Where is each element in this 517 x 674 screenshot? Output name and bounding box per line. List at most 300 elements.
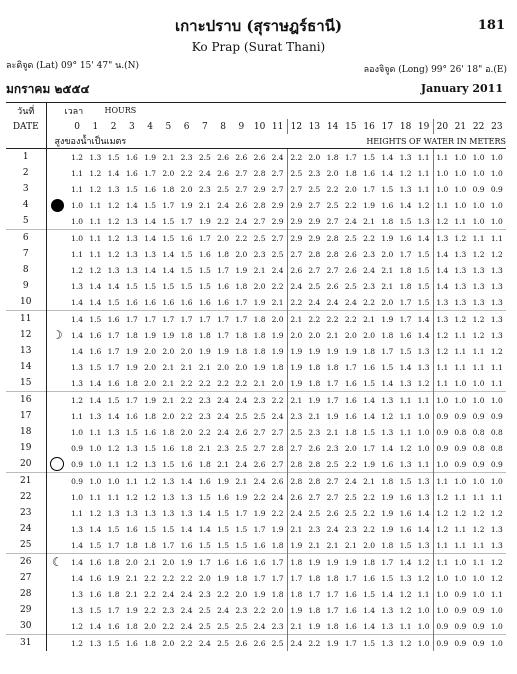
tide-height-cell: 1.7 bbox=[107, 346, 120, 356]
tide-height-cell: 1.3 bbox=[490, 297, 503, 307]
tide-row bbox=[6, 537, 506, 554]
tide-height-cell: 1.2 bbox=[125, 492, 138, 502]
tide-height-cell: 2.1 bbox=[287, 311, 305, 328]
tide-height-cell: 2.0 bbox=[381, 249, 394, 259]
tide-height-cell: 1.1 bbox=[490, 492, 503, 502]
day-number: 1 bbox=[6, 149, 46, 166]
tide-height-cell: 1.1 bbox=[454, 346, 467, 356]
tide-height-cell: 1.8 bbox=[125, 621, 138, 631]
tide-height-cell: 1.7 bbox=[269, 554, 287, 571]
tide-height-cell: 1.3 bbox=[86, 635, 104, 652]
tide-row bbox=[6, 311, 506, 328]
tide-height-cell: 2.4 bbox=[251, 473, 269, 490]
tide-height-cell: 2.0 bbox=[271, 378, 284, 388]
hour-header: 12 bbox=[287, 119, 305, 134]
tide-height-cell: 1.6 bbox=[144, 184, 157, 194]
tide-height-cell: 2.1 bbox=[232, 473, 250, 490]
hour-header: 1 bbox=[92, 121, 99, 132]
tide-height-cell: 1.0 bbox=[490, 216, 503, 226]
tide-height-cell: 1.6 bbox=[125, 168, 138, 178]
tide-height-cell: 2.7 bbox=[253, 443, 266, 453]
tide-height-cell: 1.4 bbox=[381, 378, 394, 388]
tide-height-cell: 2.0 bbox=[162, 168, 175, 178]
moon-phase-cell bbox=[46, 311, 68, 328]
tide-height-cell: 1.1 bbox=[397, 392, 415, 409]
tide-height-cell: 2.6 bbox=[253, 152, 266, 162]
tide-height-cell: 1.3 bbox=[89, 152, 102, 162]
tide-height-cell: 1.8 bbox=[235, 330, 248, 340]
tide-height-cell: 1.2 bbox=[490, 508, 503, 518]
tide-height-cell: 1.0 bbox=[488, 392, 506, 409]
tide-height-cell: 2.2 bbox=[198, 378, 211, 388]
tide-height-cell: 1.8 bbox=[399, 281, 412, 291]
tide-height-cell: 1.5 bbox=[399, 216, 412, 226]
tide-height-cell: 2.0 bbox=[162, 411, 175, 421]
tide-height-cell: 1.2 bbox=[381, 411, 394, 421]
tide-row bbox=[6, 505, 506, 521]
day-number: 19 bbox=[6, 440, 46, 456]
tide-height-cell: 2.0 bbox=[287, 327, 305, 343]
tide-height-cell: 2.9 bbox=[271, 216, 284, 226]
tide-height-cell: 1.8 bbox=[381, 216, 394, 226]
tide-height-cell: 2.0 bbox=[269, 311, 287, 328]
tide-height-cell: 2.7 bbox=[308, 492, 321, 502]
day-number: 10 bbox=[6, 294, 46, 311]
tide-height-cell: 1.5 bbox=[180, 265, 193, 275]
moon-phase-cell bbox=[46, 278, 68, 294]
tide-height-cell: 2.7 bbox=[235, 184, 248, 194]
tide-height-cell: 1.4 bbox=[71, 346, 84, 356]
tide-height-cell: 1.3 bbox=[71, 378, 84, 388]
tide-height-cell: 1.3 bbox=[399, 152, 412, 162]
tide-height-cell: 1.8 bbox=[253, 346, 266, 356]
tide-row bbox=[6, 586, 506, 602]
tide-height-cell: 2.7 bbox=[287, 440, 305, 456]
tide-height-cell: 1.3 bbox=[399, 573, 412, 583]
tide-height-cell: 0.9 bbox=[71, 459, 84, 469]
tide-height-cell: 1.0 bbox=[417, 605, 430, 615]
tide-height-cell: 2.3 bbox=[198, 589, 211, 599]
tide-height-cell: 1.4 bbox=[381, 168, 394, 178]
tide-height-cell: 1.0 bbox=[417, 411, 430, 421]
tide-height-cell: 1.8 bbox=[105, 554, 123, 571]
tide-height-cell: 1.3 bbox=[71, 605, 84, 615]
tide-height-cell: 1.6 bbox=[144, 427, 157, 437]
tide-height-cell: 2.7 bbox=[326, 492, 339, 502]
tide-height-cell: 2.5 bbox=[214, 635, 232, 652]
day-number: 15 bbox=[6, 375, 46, 392]
day-number: 16 bbox=[6, 392, 46, 409]
tide-height-cell: 2.4 bbox=[214, 392, 232, 409]
tide-height-cell: 1.9 bbox=[381, 524, 394, 534]
tide-height-cell: 1.3 bbox=[454, 249, 467, 259]
hour-header: 20 bbox=[433, 119, 451, 134]
tide-height-cell: 2.5 bbox=[271, 249, 284, 259]
tide-height-cell: 1.2 bbox=[488, 554, 506, 571]
tide-height-cell: 2.4 bbox=[326, 297, 339, 307]
tide-height-cell: 2.3 bbox=[198, 184, 211, 194]
tide-height-cell: 1.2 bbox=[490, 249, 503, 259]
moon-phase-cell bbox=[46, 489, 68, 505]
tide-height-cell: 1.0 bbox=[490, 621, 503, 631]
tide-height-cell: 1.0 bbox=[472, 573, 485, 583]
tide-row bbox=[6, 408, 506, 424]
tide-height-cell: 1.1 bbox=[417, 184, 430, 194]
tide-height-cell: 1.6 bbox=[251, 554, 269, 571]
tide-height-cell: 1.2 bbox=[454, 508, 467, 518]
tide-height-cell: 1.2 bbox=[89, 265, 102, 275]
tide-height-cell: 2.0 bbox=[180, 346, 193, 356]
tide-height-cell: 1.4 bbox=[399, 362, 412, 372]
tide-height-cell: 1.9 bbox=[271, 524, 284, 534]
tide-height-cell: 2.9 bbox=[287, 197, 305, 213]
tide-height-cell: 1.9 bbox=[178, 554, 196, 571]
tide-height-cell: 1.5 bbox=[89, 540, 102, 550]
tide-height-cell: 1.2 bbox=[417, 200, 430, 210]
tide-height-cell: 1.1 bbox=[454, 216, 467, 226]
tide-height-cell: 1.6 bbox=[217, 492, 230, 502]
tide-height-cell: 2.4 bbox=[344, 216, 357, 226]
tide-height-cell: 1.4 bbox=[381, 152, 394, 162]
tide-height-cell: 1.3 bbox=[381, 621, 394, 631]
tide-height-cell: 1.0 bbox=[89, 459, 102, 469]
tide-height-cell: 2.2 bbox=[344, 200, 357, 210]
tide-height-cell: 1.4 bbox=[86, 392, 104, 409]
tide-height-cell: 1.3 bbox=[71, 362, 84, 372]
tide-row bbox=[6, 181, 506, 197]
tide-height-cell: 2.2 bbox=[324, 311, 342, 328]
tide-height-cell: 1.1 bbox=[417, 168, 430, 178]
tide-height-cell: 1.2 bbox=[107, 249, 120, 259]
tide-height-cell: 1.9 bbox=[363, 200, 376, 210]
tide-height-cell: 1.0 bbox=[472, 216, 485, 226]
tide-height-cell: 1.3 bbox=[490, 524, 503, 534]
tide-row bbox=[6, 618, 506, 635]
tide-height-cell: 1.1 bbox=[86, 230, 104, 247]
tide-height-cell: 1.1 bbox=[454, 540, 467, 550]
tide-height-cell: 1.6 bbox=[344, 621, 357, 631]
tide-row bbox=[6, 424, 506, 440]
tide-height-cell: 1.9 bbox=[287, 602, 305, 618]
tide-height-cell: 1.7 bbox=[162, 200, 175, 210]
tide-height-cell: 1.1 bbox=[472, 346, 485, 356]
tide-height-cell: 1.3 bbox=[490, 281, 503, 291]
tide-height-cell: 1.1 bbox=[433, 473, 451, 490]
tide-height-cell: 1.4 bbox=[363, 621, 376, 631]
tide-height-cell: 1.2 bbox=[89, 508, 102, 518]
tide-height-cell: 1.3 bbox=[144, 508, 157, 518]
tide-height-cell: 1.6 bbox=[399, 508, 412, 518]
tide-height-cell: 1.8 bbox=[217, 249, 230, 259]
tide-height-cell: 1.1 bbox=[490, 378, 503, 388]
tide-height-cell: 1.5 bbox=[235, 524, 248, 534]
tide-height-cell: 1.9 bbox=[363, 459, 376, 469]
tide-height-cell: 2.8 bbox=[253, 200, 266, 210]
tide-height-cell: 1.9 bbox=[125, 605, 138, 615]
tide-height-cell: 1.0 bbox=[472, 168, 485, 178]
tide-height-cell: 1.3 bbox=[417, 540, 430, 550]
hour-header: 18 bbox=[399, 121, 412, 132]
tide-height-cell: 1.3 bbox=[107, 508, 120, 518]
tide-height-cell: 2.4 bbox=[232, 392, 250, 409]
tide-height-cell: 1.3 bbox=[399, 378, 412, 388]
tide-height-cell: 2.4 bbox=[363, 265, 376, 275]
tide-height-cell: 1.4 bbox=[417, 330, 430, 340]
tide-height-cell: 1.0 bbox=[433, 456, 451, 473]
tide-height-cell: 2.1 bbox=[381, 265, 394, 275]
tide-row bbox=[6, 392, 506, 409]
tide-height-cell: 1.2 bbox=[71, 265, 84, 275]
tide-height-cell: 1.7 bbox=[217, 330, 230, 340]
tide-height-cell: 1.8 bbox=[308, 573, 321, 583]
tide-row bbox=[6, 521, 506, 537]
tide-height-cell: 1.9 bbox=[235, 492, 248, 502]
tide-height-cell: 1.9 bbox=[342, 554, 360, 571]
day-number: 30 bbox=[6, 618, 46, 635]
tide-height-cell: 1.7 bbox=[123, 311, 141, 328]
header-row-heights bbox=[6, 134, 506, 149]
hour-header: 21 bbox=[454, 121, 467, 132]
tide-height-cell: 1.3 bbox=[378, 635, 396, 652]
tide-height-cell: 1.1 bbox=[488, 230, 506, 247]
tide-height-cell: 1.0 bbox=[472, 200, 485, 210]
tide-height-cell: 1.8 bbox=[251, 311, 269, 328]
tide-height-cell: 1.4 bbox=[89, 621, 102, 631]
tide-height-cell: 1.3 bbox=[488, 311, 506, 328]
tide-height-cell: 1.8 bbox=[235, 346, 248, 356]
tide-height-cell: 1.5 bbox=[144, 200, 157, 210]
tide-height-cell: 1.0 bbox=[454, 200, 467, 210]
tide-height-cell: 1.9 bbox=[308, 346, 321, 356]
tide-height-cell: 2.1 bbox=[217, 459, 230, 469]
hour-header: 17 bbox=[381, 121, 394, 132]
tide-height-cell: 1.9 bbox=[271, 346, 284, 356]
day-number: 9 bbox=[6, 278, 46, 294]
tide-height-cell: 0.9 bbox=[454, 605, 467, 615]
tide-height-cell: 1.0 bbox=[433, 602, 451, 618]
tide-height-cell: 1.4 bbox=[178, 473, 196, 490]
heights-english-label: HEIGHTS OF WATER IN METERS bbox=[178, 134, 507, 149]
tide-height-cell: 1.0 bbox=[71, 427, 84, 437]
tide-height-cell: 1.7 bbox=[363, 443, 376, 453]
tide-height-cell: 2.4 bbox=[253, 621, 266, 631]
header-row-time bbox=[6, 103, 506, 120]
tide-height-cell: 1.0 bbox=[488, 473, 506, 490]
hour-header: 6 bbox=[183, 121, 190, 132]
tide-height-cell: 1.2 bbox=[107, 443, 120, 453]
tide-height-cell: 2.0 bbox=[159, 554, 177, 571]
tide-height-cell: 2.0 bbox=[144, 346, 157, 356]
tide-height-cell: 1.3 bbox=[490, 540, 503, 550]
tide-height-cell: 1.6 bbox=[107, 378, 120, 388]
tide-height-cell: 1.8 bbox=[253, 330, 266, 340]
tide-height-cell: 2.2 bbox=[235, 378, 248, 388]
tide-height-cell: 1.1 bbox=[417, 459, 430, 469]
month-thai-label: มกราคม ๒๕๕๔ bbox=[6, 82, 90, 96]
tide-height-cell: 1.0 bbox=[490, 152, 503, 162]
day-number: 31 bbox=[6, 635, 46, 652]
tide-height-cell: 2.0 bbox=[162, 346, 175, 356]
tide-height-cell: 1.0 bbox=[433, 181, 451, 197]
tide-height-cell: 1.5 bbox=[105, 635, 123, 652]
tide-height-cell: 2.7 bbox=[269, 230, 287, 247]
tide-height-cell: 1.9 bbox=[324, 635, 342, 652]
tide-height-cell: 1.6 bbox=[217, 281, 230, 291]
tide-height-cell: 1.6 bbox=[125, 152, 138, 162]
moon-phase-cell bbox=[46, 570, 68, 586]
tide-height-cell: 1.6 bbox=[363, 362, 376, 372]
hour-header: 22 bbox=[472, 121, 485, 132]
tide-height-cell: 2.1 bbox=[326, 330, 339, 340]
tide-height-cell: 1.0 bbox=[417, 443, 430, 453]
tide-height-cell: 1.0 bbox=[472, 152, 485, 162]
tide-height-cell: 1.4 bbox=[417, 508, 430, 518]
tide-height-cell: 1.3 bbox=[417, 216, 430, 226]
day-number: 23 bbox=[6, 505, 46, 521]
tide-height-cell: 1.1 bbox=[89, 216, 102, 226]
hour-header: 3 bbox=[129, 121, 135, 132]
tide-height-cell: 1.6 bbox=[162, 297, 175, 307]
tide-height-cell: 2.4 bbox=[271, 152, 284, 162]
tide-row bbox=[6, 230, 506, 247]
tide-height-cell: 1.3 bbox=[417, 346, 430, 356]
tide-height-cell: 1.3 bbox=[399, 184, 412, 194]
moon-phase-cell bbox=[46, 586, 68, 602]
tide-height-cell: 1.7 bbox=[107, 330, 120, 340]
tide-row bbox=[6, 473, 506, 490]
moon-phase-cell bbox=[46, 618, 68, 635]
tide-height-cell: 1.1 bbox=[490, 362, 503, 372]
tide-height-cell: 2.1 bbox=[360, 311, 378, 328]
tide-height-cell: 1.0 bbox=[71, 200, 84, 210]
tide-height-cell: 1.8 bbox=[141, 635, 159, 652]
page-number: 181 bbox=[477, 18, 505, 33]
tide-height-cell: 1.7 bbox=[324, 392, 342, 409]
tide-height-cell: 1.8 bbox=[308, 605, 321, 615]
tide-height-cell: 2.6 bbox=[235, 427, 248, 437]
tide-height-cell: 1.0 bbox=[472, 378, 485, 388]
tide-height-cell: 1.1 bbox=[433, 197, 451, 213]
tide-height-cell: 1.8 bbox=[381, 330, 394, 340]
tide-height-cell: 1.6 bbox=[125, 411, 138, 421]
moon-phase-cell bbox=[46, 230, 68, 247]
tide-height-cell: 2.0 bbox=[214, 230, 232, 247]
tide-height-cell: 0.9 bbox=[472, 621, 485, 631]
tide-height-cell: 1.6 bbox=[125, 297, 138, 307]
moon-phase-cell bbox=[46, 327, 68, 343]
moon-phase-cell bbox=[46, 375, 68, 392]
day-number: 27 bbox=[6, 570, 46, 586]
tide-height-cell: 0.9 bbox=[472, 459, 485, 469]
tide-height-cell: 1.4 bbox=[71, 540, 84, 550]
tide-height-cell: 1.5 bbox=[198, 281, 211, 291]
tide-height-cell: 1.5 bbox=[363, 152, 376, 162]
tide-height-cell: 2.4 bbox=[217, 605, 230, 615]
tide-height-cell: 1.0 bbox=[415, 635, 433, 652]
tide-height-cell: 2.5 bbox=[287, 424, 305, 440]
tide-height-cell: 2.5 bbox=[344, 281, 357, 291]
tide-height-cell: 1.1 bbox=[107, 492, 120, 502]
hour-header: 13 bbox=[308, 121, 321, 132]
tide-height-cell: 1.3 bbox=[433, 294, 451, 311]
tide-height-cell: 2.3 bbox=[308, 168, 321, 178]
tide-height-cell: 1.2 bbox=[433, 327, 451, 343]
tide-height-cell: 1.3 bbox=[417, 492, 430, 502]
latitude-label: ละติจูด (Lat) 09° 15' 47" น.(N) bbox=[6, 61, 139, 71]
tide-height-cell: 1.2 bbox=[89, 168, 102, 178]
tide-height-cell: 2.2 bbox=[217, 589, 230, 599]
tide-height-cell: 1.6 bbox=[399, 330, 412, 340]
tide-height-cell: 1.1 bbox=[433, 149, 451, 166]
tide-height-cell: 0.9 bbox=[490, 459, 503, 469]
tide-height-cell: 2.6 bbox=[232, 635, 250, 652]
tide-height-cell: 1.1 bbox=[89, 427, 102, 437]
tide-height-cell: 2.4 bbox=[308, 297, 321, 307]
tide-height-cell: 1.4 bbox=[125, 200, 138, 210]
tide-height-cell: 1.8 bbox=[326, 362, 339, 372]
tide-height-cell: 1.9 bbox=[180, 200, 193, 210]
tide-height-cell: 1.4 bbox=[397, 554, 415, 571]
tide-height-cell: 2.2 bbox=[360, 230, 378, 247]
day-number: 5 bbox=[6, 213, 46, 230]
tide-height-cell: 1.2 bbox=[71, 621, 84, 631]
tide-height-cell: 1.6 bbox=[397, 230, 415, 247]
tide-height-cell: 1.0 bbox=[472, 589, 485, 599]
tide-height-cell: 1.6 bbox=[107, 621, 120, 631]
tide-height-cell: 2.1 bbox=[360, 473, 378, 490]
tide-height-cell: 1.3 bbox=[454, 297, 467, 307]
tide-height-cell: 1.1 bbox=[472, 540, 485, 550]
tide-height-cell: 1.1 bbox=[470, 554, 488, 571]
hour-header: 15 bbox=[345, 121, 357, 132]
day-number: 26 bbox=[6, 554, 46, 571]
day-number: 20 bbox=[6, 456, 46, 473]
tide-height-cell: 1.7 bbox=[378, 554, 396, 571]
tide-height-cell: 1.5 bbox=[363, 378, 376, 388]
tide-height-cell: 1.8 bbox=[235, 573, 248, 583]
tide-height-cell: 0.9 bbox=[472, 184, 485, 194]
tide-row bbox=[6, 375, 506, 392]
tide-height-cell: 2.0 bbox=[235, 362, 248, 372]
tide-height-cell: 1.1 bbox=[472, 492, 485, 502]
tide-table bbox=[6, 102, 506, 651]
tide-height-cell: 2.1 bbox=[381, 281, 394, 291]
tide-height-cell: 1.5 bbox=[107, 297, 120, 307]
tide-height-cell: 2.6 bbox=[344, 265, 357, 275]
tide-height-cell: 1.9 bbox=[253, 508, 266, 518]
tide-height-cell: 1.0 bbox=[470, 392, 488, 409]
tide-height-cell: 1.0 bbox=[490, 605, 503, 615]
tide-height-cell: 1.4 bbox=[433, 246, 451, 262]
tide-height-cell: 1.6 bbox=[89, 346, 102, 356]
tide-height-cell: 1.3 bbox=[107, 184, 120, 194]
tide-height-cell: 2.7 bbox=[308, 200, 321, 210]
hours-label-cell bbox=[105, 103, 507, 120]
tide-height-cell: 1.5 bbox=[162, 459, 175, 469]
tide-height-cell: 1.3 bbox=[71, 524, 84, 534]
tide-height-cell: 1.3 bbox=[107, 427, 120, 437]
tide-height-cell: 2.2 bbox=[144, 605, 157, 615]
tide-height-cell: 2.6 bbox=[235, 200, 248, 210]
tide-height-cell: 2.0 bbox=[198, 573, 211, 583]
tide-height-cell: 1.0 bbox=[86, 473, 104, 490]
tide-height-cell: 2.5 bbox=[308, 281, 321, 291]
tide-height-cell: 1.7 bbox=[141, 311, 159, 328]
tide-height-cell: 2.7 bbox=[271, 168, 284, 178]
tide-height-cell: 1.3 bbox=[415, 473, 433, 490]
tide-height-cell: 2.7 bbox=[324, 473, 342, 490]
tide-height-cell: 1.2 bbox=[433, 489, 451, 505]
